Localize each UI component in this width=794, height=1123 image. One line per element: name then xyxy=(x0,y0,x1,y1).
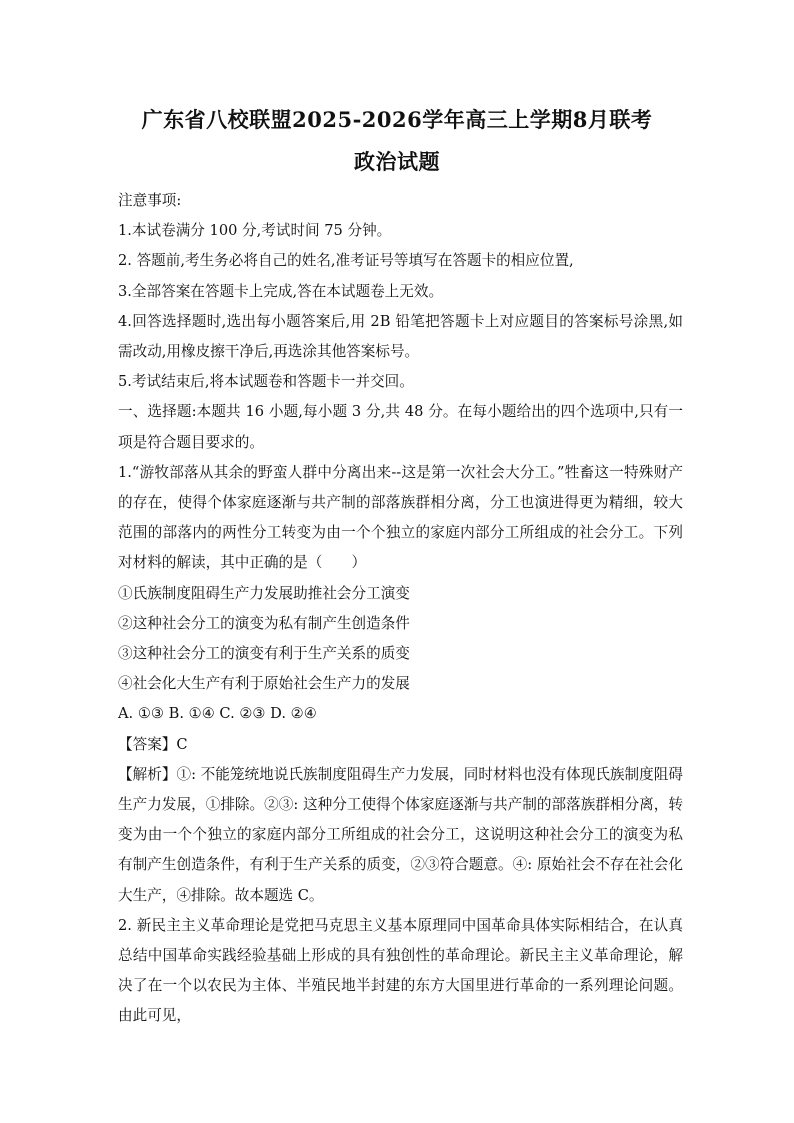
notice-item: 5.考试结束后,将本试题卷和答题卡一并交回。 xyxy=(118,373,414,391)
notice-item: 1.本试卷满分 100 分,考试时间 75 分钟。 xyxy=(118,222,392,240)
notice-item: 4.回答选择题时,选出每小题答案后,用 2B 铅笔把答题卡上对应题目的答案标号涂黑,如需改动,用橡皮擦干净后,再选涂其他答案标号。 xyxy=(118,312,683,361)
exam-content xyxy=(118,186,683,1032)
notice-item: 2. 答题前,考生务必将自己的姓名,准考证号等填写在答题卡的相应位置, xyxy=(118,252,574,270)
question-stem: 1.“游牧部落从其余的野蛮人群中分离出来--这是第一次社会大分工。”牲畜这一特殊财产的存在，使得个体家庭逐渐与共产制的部落族群相分离，分工也演进得更为精细，较大范围的部落内的两性分工转变为由一个个独立的家庭内部分工所组成的社会分工。下列对材料的解读，其中正确的是（ ） xyxy=(118,463,683,572)
question-stem: 2. 新民主主义革命理论是党把马克思主义基本原理同中国革命具体实际相结合，在认真总结中国革命实践经验基础上形成的具有独创性的革命理论。新民主主义革命理论，解决了在一个以农民为主体、半殖民地半封建的东方大国里进行革命的一系列理论问题。由此可见， xyxy=(118,916,683,1025)
question-option: ②这种社会分工的演变为私有制产生创造条件 xyxy=(118,614,410,632)
question-answer: 【答案】C xyxy=(118,735,188,753)
question-choices: A. ①③ B. ①④ C. ②③ D. ②④ xyxy=(118,705,317,723)
question-analysis: 【解析】①: 不能笼统地说氏族制度阻碍生产力发展，同时材料也没有体现氏族制度阻碍生产力发展，①排除。②③: 这种分工使得个体家庭逐渐与共产制的部落族群相分离，转变为由一个个独立的家庭内部分工所组成的社会分工，这说明这种社会分工的演变为私有制产生创造条件，有利于生产关系的质变，②③符合题意。④: 原始社会不存在社会化大生产，④排除。故本题选 C。 xyxy=(118,765,683,904)
section-heading: 一、选择题:本题共 16 小题,每小题 3 分,共 48 分。在每小题给出的四个选项中,只有一项是符合题目要求的。 xyxy=(118,403,683,451)
question-option: ④社会化大生产有利于原始社会生产力的发展 xyxy=(118,675,410,693)
notice-heading: 注意事项: xyxy=(118,192,182,209)
page-title: 广东省八校联盟2025-2026学年高三上学期8月联考 xyxy=(141,107,653,132)
question-option: ①氏族制度阻碍生产力发展助推社会分工演变 xyxy=(118,584,410,602)
question-option: ③这种社会分工的演变有利于生产关系的质变 xyxy=(118,645,410,663)
notice-item: 3.全部答案在答题卡上完成,答在本试题卷上无效。 xyxy=(118,282,444,300)
page-subtitle: 政治试题 xyxy=(354,149,440,174)
